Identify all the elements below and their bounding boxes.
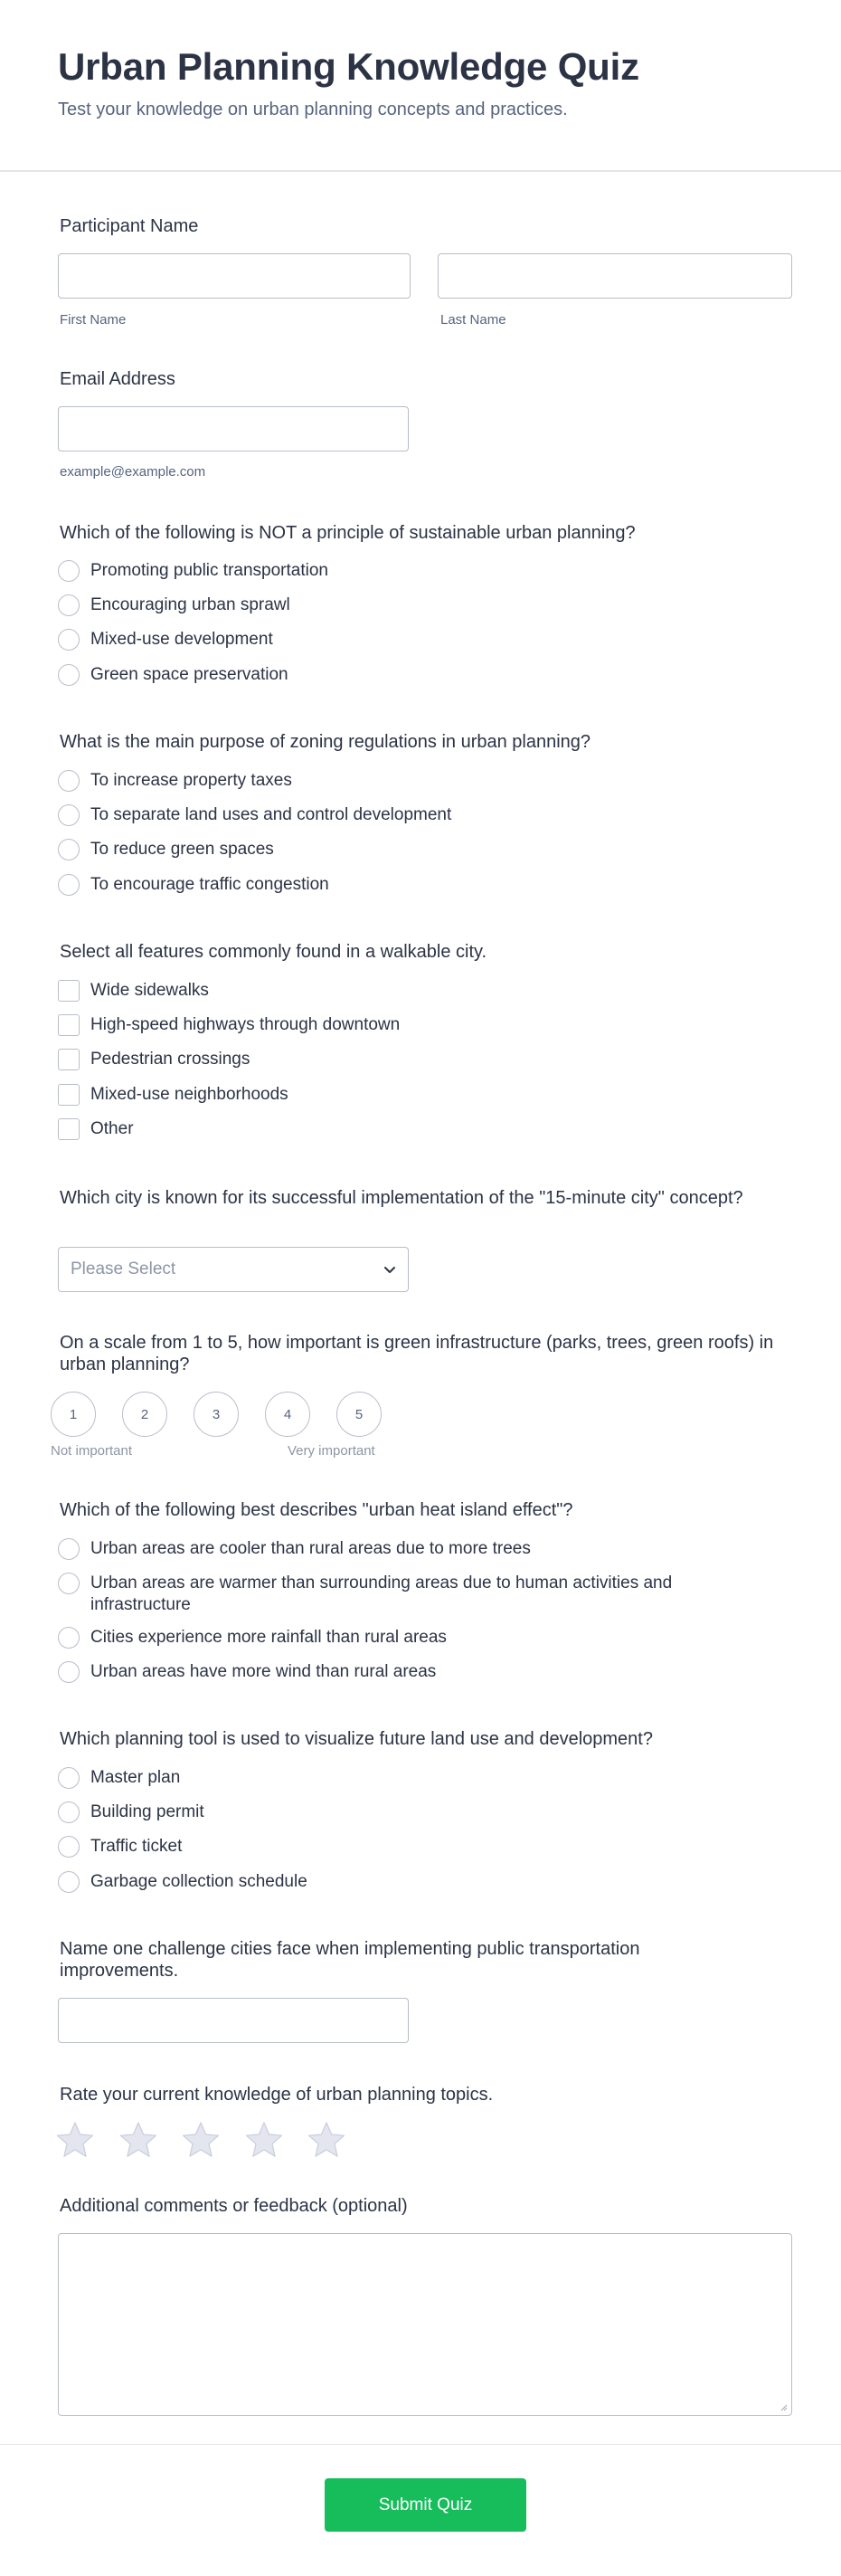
submit-button[interactable]: Submit Quiz <box>325 2478 526 2532</box>
question-6: Which of the following best describes "urban heat island effect"? <box>60 1500 573 1520</box>
challenge-input[interactable] <box>58 1998 409 2043</box>
first-name-input[interactable] <box>58 253 411 299</box>
radio-button[interactable] <box>58 1538 80 1560</box>
option-label: Cities experience more rainfall than rural areas <box>90 1628 447 1647</box>
option-label: Mixed-use neighborhoods <box>90 1085 288 1104</box>
scale-high-label: Very important <box>288 1443 375 1459</box>
option-label: To increase property taxes <box>90 771 292 790</box>
radio-button[interactable] <box>58 629 80 651</box>
radio-button[interactable] <box>58 1836 80 1858</box>
star-icon[interactable] <box>55 2121 95 2159</box>
radio-option[interactable] <box>58 770 292 792</box>
checkbox-option[interactable] <box>58 1049 250 1070</box>
checkbox[interactable] <box>58 1118 80 1140</box>
scale-option-1[interactable]: 1 <box>51 1392 96 1437</box>
radio-button[interactable] <box>58 594 80 616</box>
radio-option[interactable] <box>58 1836 182 1858</box>
checkbox[interactable] <box>58 1014 80 1036</box>
star-icon[interactable] <box>244 2121 284 2159</box>
radio-button[interactable] <box>58 1767 80 1789</box>
email-sublabel: example@example.com <box>60 464 206 480</box>
option-label: To reduce green spaces <box>90 840 274 859</box>
option-label: Mixed-use development <box>90 630 273 649</box>
radio-button[interactable] <box>58 1801 80 1823</box>
radio-option[interactable] <box>58 1661 436 1683</box>
question-1: Which of the following is NOT a principle of sustainable urban planning? <box>60 523 636 543</box>
question-4: Which city is known for its successful implementation of the "15-minute city" concept? <box>60 1188 743 1208</box>
comments-textarea[interactable] <box>58 2233 792 2416</box>
radio-option[interactable] <box>58 629 273 651</box>
radio-button[interactable] <box>58 1661 80 1683</box>
city-select[interactable] <box>58 1247 409 1292</box>
question-7: Which planning tool is used to visualize future land use and development? <box>60 1729 653 1749</box>
scale-option-4[interactable]: 4 <box>265 1392 310 1437</box>
option-label: Wide sidewalks <box>90 981 209 1000</box>
radio-button[interactable] <box>58 874 80 896</box>
last-name-input[interactable] <box>438 253 792 299</box>
radio-option[interactable] <box>58 594 290 616</box>
radio-option[interactable] <box>58 1801 204 1823</box>
question-9: Rate your current knowledge of urban planning topics. <box>60 2085 494 2105</box>
radio-option[interactable] <box>58 839 274 860</box>
checkbox[interactable] <box>58 980 80 1002</box>
radio-button[interactable] <box>58 1627 80 1649</box>
select-placeholder: Please Select <box>71 1259 176 1278</box>
scale-low-label: Not important <box>51 1443 133 1459</box>
option-label: To separate land uses and control development <box>90 805 452 824</box>
option-label: Encouraging urban sprawl <box>90 595 290 614</box>
radio-option[interactable] <box>58 664 288 686</box>
radio-option[interactable] <box>58 1871 307 1893</box>
radio-button[interactable] <box>58 560 80 582</box>
checkbox[interactable] <box>58 1049 80 1070</box>
option-label: Building permit <box>90 1802 204 1821</box>
radio-option[interactable] <box>58 1538 531 1560</box>
option-label: Urban areas have more wind than rural areas <box>90 1662 437 1681</box>
email-label: Email Address <box>60 369 175 389</box>
email-input[interactable] <box>58 406 409 452</box>
form-footer <box>0 2444 841 2576</box>
checkbox-option[interactable] <box>58 980 209 1002</box>
radio-button[interactable] <box>58 664 80 686</box>
checkbox-option[interactable] <box>58 1014 400 1036</box>
radio-button[interactable] <box>58 839 80 860</box>
option-label: Urban areas are cooler than rural areas due to more trees <box>90 1539 531 1558</box>
option-label: To encourage traffic congestion <box>90 875 329 894</box>
radio-button[interactable] <box>58 770 80 792</box>
option-label: Master plan <box>90 1768 181 1787</box>
scale-option-2[interactable]: 2 <box>122 1392 167 1437</box>
question-3: Select all features commonly found in a walkable city. <box>60 942 487 962</box>
option-label: Traffic ticket <box>90 1837 183 1856</box>
checkbox-option[interactable] <box>58 1084 288 1106</box>
resize-handle-icon[interactable] <box>779 2402 788 2411</box>
question-8: Name one challenge cities face when implementing public transportation improvements. <box>60 1939 640 1981</box>
chevron-down-icon <box>383 1262 397 1277</box>
radio-option[interactable] <box>58 560 328 582</box>
radio-option[interactable] <box>58 874 329 896</box>
checkbox-option[interactable] <box>58 1118 134 1140</box>
star-icon[interactable] <box>118 2121 158 2159</box>
star-icon[interactable] <box>181 2121 221 2159</box>
option-label: High-speed highways through downtown <box>90 1015 401 1034</box>
participant-name-label: Participant Name <box>60 216 199 236</box>
radio-button[interactable] <box>58 804 80 826</box>
page-title: Urban Planning Knowledge Quiz <box>58 45 639 88</box>
option-label: Urban areas are warmer than surrounding areas due to human activities and infrastructure <box>90 1573 673 1614</box>
radio-option[interactable] <box>58 804 451 826</box>
question-10: Additional comments or feedback (optional) <box>60 2196 408 2216</box>
radio-option[interactable] <box>58 1573 745 1616</box>
question-5: On a scale from 1 to 5, how important is green infrastructure (parks, trees, green roofs) in urban planning? <box>60 1333 774 1374</box>
option-label: Garbage collection schedule <box>90 1872 307 1891</box>
radio-option[interactable] <box>58 1767 180 1789</box>
question-2: What is the main purpose of zoning regulations in urban planning? <box>60 732 591 752</box>
radio-button[interactable] <box>58 1871 80 1893</box>
checkbox[interactable] <box>58 1084 80 1106</box>
last-name-sublabel: Last Name <box>440 312 506 328</box>
first-name-sublabel: First Name <box>60 312 127 328</box>
option-label: Other <box>90 1119 134 1138</box>
option-label: Green space preservation <box>90 665 288 684</box>
scale-option-3[interactable]: 3 <box>194 1392 239 1437</box>
form-header <box>0 0 841 172</box>
option-label: Pedestrian crossings <box>90 1050 250 1069</box>
page-subtitle: Test your knowledge on urban planning concepts and practices. <box>58 100 568 119</box>
scale-option-5[interactable]: 5 <box>336 1392 382 1437</box>
option-label: Promoting public transportation <box>90 561 328 580</box>
radio-option[interactable] <box>58 1627 447 1649</box>
radio-button[interactable] <box>58 1573 80 1594</box>
star-icon[interactable] <box>307 2121 346 2159</box>
